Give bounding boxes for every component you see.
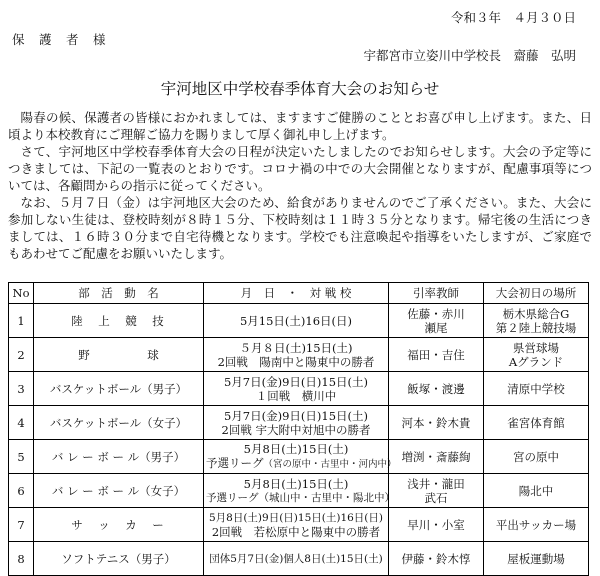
schedule <box>204 440 397 474</box>
document-title: 宇河地区中学校春季体育大会のお知らせ <box>160 80 440 98</box>
club-name: サ ッ カ ー <box>34 508 204 542</box>
schedule-opponent: 予選リーグ（城山中・古里中・陽北中） <box>206 491 395 504</box>
schedule-dates: 5月15日(土)16日(日) <box>239 313 353 328</box>
paragraph-notes: なお、５月７日（金）は宇河地区大会のため、給食がありませんのでご了承ください。また、大会に参加しない生徒は、登校時刻が８時１５分、下校時刻は１１時３５分となります。帰宅後の生活につきましては、１６時３０分まで自宅待機となります。学校でも注意喚起や指導をいたしますが、ご家庭でもあわせてご配慮をお願いいたします。 <box>8 195 592 261</box>
table-row <box>9 440 589 474</box>
schedule <box>204 474 395 508</box>
schedule-table <box>8 282 589 576</box>
venue-line1: 栃木県総合G <box>502 306 570 321</box>
club-name: バスケットボール（女子） <box>34 406 204 440</box>
table-row <box>9 406 589 440</box>
row-no: 6 <box>9 474 34 508</box>
table-row <box>9 542 589 576</box>
venue-line2: 第２陸上競技場 <box>495 320 577 335</box>
venue <box>484 304 589 338</box>
teachers: 飯塚・渡邊 <box>389 372 484 406</box>
table-row <box>9 372 589 406</box>
teachers: 河本・鈴木貴 <box>389 406 484 440</box>
schedule-dates: 5月8日(土)15日(土) <box>243 441 349 456</box>
row-no: 7 <box>9 508 34 542</box>
teachers-line1: 浅井・瀧田 <box>407 476 465 491</box>
schedule-dates: 5月8日(土)15日(土) <box>243 476 349 491</box>
schedule <box>204 338 389 372</box>
sender-name: 宇都宮市立姿川中学校長 齋藤 弘明 <box>363 48 576 63</box>
league-teams: （宮の原中・古里中・河内中） <box>263 458 397 470</box>
schedule <box>204 542 389 576</box>
venue-line2: Aグランド <box>508 354 564 369</box>
row-no: 3 <box>9 372 34 406</box>
schedule-opponent: 2回戦 宇大附中対旭中の勝者 <box>221 422 371 437</box>
league-label: 予選リーグ <box>206 455 264 470</box>
venue: 陽北中 <box>484 474 589 508</box>
schedule-opponent: 2回戦 陽南中と陽東中の勝者 <box>217 354 375 369</box>
teachers <box>389 304 484 338</box>
table-row <box>9 304 589 338</box>
header-club: 部 活 動 名 <box>34 283 204 304</box>
recipient: 保 護 者 様 <box>12 32 107 47</box>
row-no: 4 <box>9 406 34 440</box>
schedule <box>204 304 389 338</box>
club-name: バスケットボール（男子） <box>34 372 204 406</box>
row-no: 5 <box>9 440 34 474</box>
header-schedule: 月 日 ・ 対 戦 校 <box>204 283 389 304</box>
schedule <box>204 372 389 406</box>
table-header-row <box>9 283 589 304</box>
schedule-opponent: １回戦 横川中 <box>255 388 337 403</box>
schedule-dates: 5月7日(金)9日(日)15日(土) <box>223 408 368 423</box>
teachers: 早川・小室 <box>389 508 484 542</box>
venue: 雀宮体育館 <box>484 406 589 440</box>
paragraph-announcement: さて、宇河地区中学校春季体育大会の日程が決定いたしましたのでお知らせします。大会の予定等につきましては、下記の一覧表のとおりです。コロナ禍の中での大会開催となりますが、配慮事項等については、各顧問からの指示に従ってください。 <box>8 144 592 193</box>
schedule-dates: 5月7日(金)9日(日)15日(土) <box>223 374 368 389</box>
header-teachers: 引率教師 <box>389 283 484 304</box>
schedule <box>204 406 389 440</box>
schedule-opponent <box>206 455 397 472</box>
club-name: バ レ ー ボ ー ル（男子） <box>34 440 204 474</box>
table-row <box>9 508 589 542</box>
paragraph-greeting: 陽春の候、保護者の皆様におかれましては、ますますご健勝のこととお喜び申し上げます。また、日頃より本校教育にご理解ご協力を賜りまして厚く御礼申し上げます。 <box>8 110 592 142</box>
schedule-dates: 5月8日(土)9日(日)15日(土)16日(日) <box>208 511 384 524</box>
teachers: 増渕・斎藤絢 <box>389 440 484 474</box>
teachers <box>389 474 484 508</box>
club-name: 野 球 <box>34 338 204 372</box>
venue-line1: 県営球場 <box>513 340 559 355</box>
venue: 屋板運動場 <box>484 542 589 576</box>
club-name: ソフトテニス（男子） <box>34 542 204 576</box>
venue <box>484 338 589 372</box>
header-no: No <box>9 283 34 304</box>
schedule-opponent: 2回戦 若松原中と陽東中の勝者 <box>211 524 381 539</box>
table-row <box>9 338 589 372</box>
schedule-dates: 団体5月7日(金)個人8日(土)15日(土) <box>209 552 383 565</box>
document-date: 令和３年 ４月３０日 <box>450 10 576 25</box>
schedule <box>204 508 389 542</box>
venue: 宮の原中 <box>484 440 589 474</box>
row-no: 8 <box>9 542 34 576</box>
teachers-line2: 武石 <box>424 490 448 505</box>
club-name: バ レ ー ボ ー ル（女子） <box>34 474 204 508</box>
teachers: 福田・吉住 <box>389 338 484 372</box>
club-name: 陸 上 競 技 <box>34 304 204 338</box>
teachers-line1: 佐藤・赤川 <box>407 306 465 321</box>
venue: 清原中学校 <box>484 372 589 406</box>
venue: 平出サッカー場 <box>484 508 589 542</box>
table-row <box>9 474 589 508</box>
letter-body <box>8 109 592 262</box>
row-no: 2 <box>9 338 34 372</box>
schedule-dates: ５月８日(土)15日(土) <box>239 340 353 355</box>
row-no: 1 <box>9 304 34 338</box>
teachers: 伊藤・鈴木惇 <box>389 542 484 576</box>
header-venue: 大会初日の場所 <box>484 283 589 304</box>
teachers-line2: 瀬尾 <box>424 320 448 335</box>
